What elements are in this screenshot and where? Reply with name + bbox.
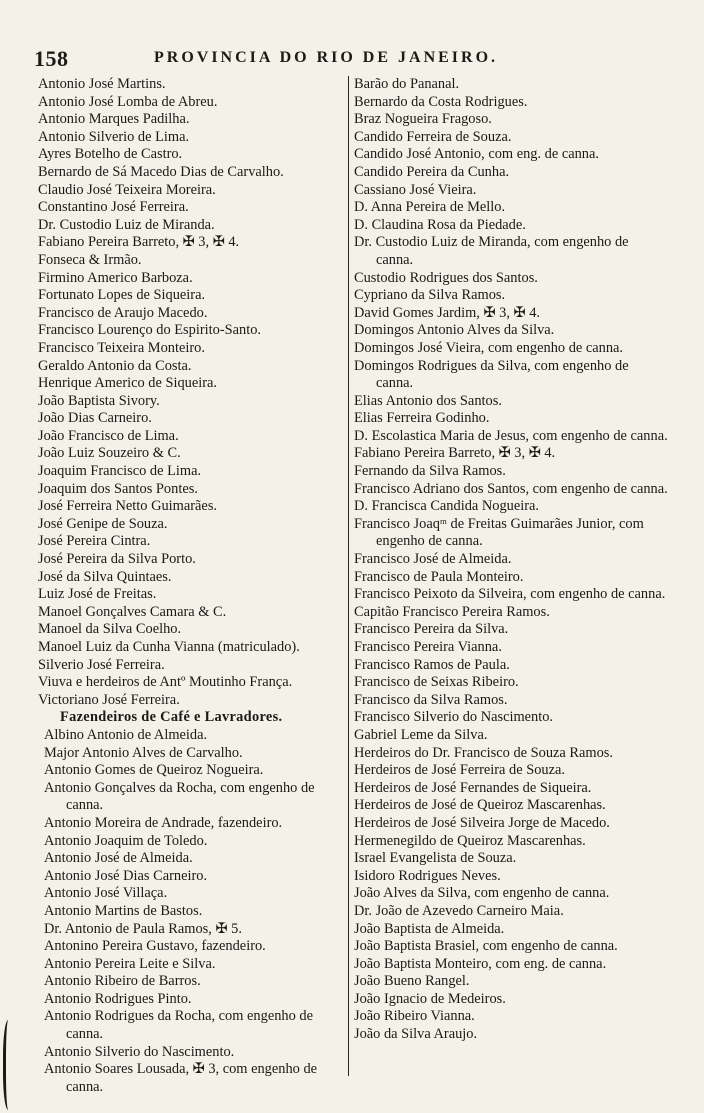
list-item: Francisco de Araujo Macedo.: [38, 304, 208, 321]
list-item: Bernardo de Sá Macedo Dias de Carvalho.: [38, 163, 284, 180]
list-item: Francisco José de Almeida.: [354, 551, 512, 568]
list-item: D. Claudina Rosa da Piedade.: [354, 216, 526, 233]
list-item: Dr. João de Azevedo Carneiro Maia.: [354, 902, 564, 919]
list-item: Francisco Pereira da Silva.: [354, 621, 509, 638]
list-item: Francisco de Seixas Ribeiro.: [354, 674, 519, 691]
list-item: Dr. Antonio de Paula Ramos, ✠ 5.: [44, 920, 242, 937]
list-item: Antonio Joaquim de Toledo.: [44, 832, 208, 849]
list-item: Henrique Americo de Siqueira.: [38, 375, 218, 392]
list-item: Major Antonio Alves de Carvalho.: [44, 744, 243, 761]
list-item: Candido José Antonio, com eng. de canna.: [354, 146, 599, 163]
right-list: [354, 76, 668, 1044]
list-item: Capitão Francisco Pereira Ramos.: [354, 603, 550, 620]
list-item: Francisco Silverio do Nascimento.: [354, 709, 554, 726]
list-item: Herdeiros de José de Queiroz Mascarenhas.: [354, 797, 606, 814]
list-item: Antonio Soares Lousada, ✠ 3, com engenho de canna.: [44, 1061, 318, 1095]
list-item: Silverio José Ferreira.: [38, 656, 165, 673]
list-item: João Baptista Sivory.: [38, 392, 160, 409]
list-item: Antonino Pereira Gustavo, fazendeiro.: [44, 938, 266, 955]
list-item: D. Anna Pereira de Mello.: [354, 199, 506, 216]
list-item: Antonio Gonçalves da Rocha, com engenho de canna.: [44, 779, 315, 814]
list-item: Claudio José Teixeira Moreira.: [38, 181, 216, 198]
list-item: João Ignacio de Medeiros.: [354, 990, 506, 1007]
list-item: Herdeiros de José Silveira Jorge de Macedo.: [354, 814, 610, 831]
list-item: Francisco Ramos de Paula.: [354, 656, 510, 673]
list-item: Francisco Lourenço do Espirito-Santo.: [38, 322, 262, 339]
list-item: José da Silva Quintaes.: [38, 568, 172, 585]
list-item: Antonio Silverio de Lima.: [38, 128, 190, 145]
list-item: Joaquim Francisco de Lima.: [38, 463, 202, 480]
list-item: Antonio Rodrigues Pinto.: [44, 990, 192, 1007]
list-item: Cypriano da Silva Ramos.: [354, 287, 506, 304]
list-item: Firmino Americo Barboza.: [38, 269, 193, 286]
list-item: Antonio Moreira de Andrade, fazendeiro.: [44, 814, 283, 831]
list-item: Antonio Gomes de Queiroz Nogueira.: [44, 762, 264, 779]
list-item: Antonio Silverio do Nascimento.: [44, 1043, 235, 1060]
list-item: Herdeiros de José Ferreira de Souza.: [354, 762, 565, 779]
list-item: Viuva e herdeiros de Antº Moutinho França.: [38, 674, 293, 691]
list-item: João Baptista de Almeida.: [354, 920, 505, 937]
binding-mark: [3, 1020, 16, 1110]
list-item: João Baptista Monteiro, com eng. de canna.: [354, 955, 607, 972]
list-item: Hermenegildo de Queiroz Mascarenhas.: [354, 832, 586, 849]
section-heading: Fazendeiros de Café e Lavradores.: [60, 709, 283, 726]
list-item: D. Escolastica Maria de Jesus, com engenho de canna.: [354, 427, 668, 444]
list-item: Bernardo da Costa Rodrigues.: [354, 93, 528, 110]
list-item: Geraldo Antonio da Costa.: [38, 357, 192, 374]
list-item: Herdeiros de José Fernandes de Siqueira.: [354, 779, 592, 796]
left-column: [38, 76, 350, 1096]
list-item: Isidoro Rodrigues Neves.: [354, 867, 501, 884]
list-item: José Genipe de Souza.: [38, 515, 168, 532]
list-item: Barão do Pananal.: [354, 76, 460, 92]
list-item: Francisco Joaqᵐ de Freitas Guimarães Junior, com engenho de canna.: [354, 515, 644, 550]
list-item: João Luiz Souzeiro & C.: [38, 445, 181, 462]
list-item: João da Silva Araujo.: [354, 1026, 478, 1043]
list-item: Elias Antonio dos Santos.: [354, 392, 502, 409]
list-item: Dr. Custodio Luiz de Miranda, com engenho de canna.: [354, 234, 629, 268]
page-number: 158: [34, 46, 69, 71]
list-item: Domingos Rodrigues da Silva, com engenho de canna.: [354, 357, 629, 392]
list-item: Fortunato Lopes de Siqueira.: [38, 287, 206, 304]
list-item: Antonio José Villaça.: [44, 885, 168, 902]
list-item: Cassiano José Vieira.: [354, 181, 477, 198]
list-item: Ayres Botelho de Castro.: [38, 146, 183, 163]
page-title: PROVINCIA DO RIO DE JANEIRO.: [154, 49, 499, 66]
list-item: Candido Ferreira de Souza.: [354, 128, 512, 145]
list-item: Manoel da Silva Coelho.: [38, 621, 182, 638]
left-top-list: [38, 76, 350, 709]
list-item: João Bueno Rangel.: [354, 973, 470, 990]
list-item: David Gomes Jardim, ✠ 3, ✠ 4.: [354, 304, 540, 321]
list-item: Antonio Martins de Bastos.: [44, 902, 203, 919]
list-item: Israel Evangelista de Souza.: [354, 850, 517, 867]
list-item: Fonseca & Irmão.: [38, 251, 142, 268]
left-bottom-list: [44, 727, 350, 1096]
list-item: Fabiano Pereira Barreto, ✠ 3, ✠ 4.: [38, 234, 240, 251]
list-item: Luiz José de Freitas.: [38, 586, 157, 603]
list-item: Francisco Pereira Vianna.: [354, 639, 502, 655]
list-item: Francisco Adriano dos Santos, com engenho de canna.: [354, 480, 668, 497]
list-item: Antonio Pereira Leite e Silva.: [44, 955, 216, 972]
list-item: Domingos Antonio Alves da Silva.: [354, 322, 555, 339]
right-column: [354, 76, 668, 1044]
list-item: Antonio José Dias Carneiro.: [44, 867, 208, 884]
list-item: Dr. Custodio Luiz de Miranda.: [38, 216, 215, 233]
list-item: Francisco da Silva Ramos.: [354, 691, 508, 708]
list-item: Antonio Marques Padilha.: [38, 111, 190, 128]
list-item: Francisco Peixoto da Silveira, com engenho de canna.: [354, 586, 666, 603]
list-item: Domingos José Vieira, com engenho de canna.: [354, 339, 624, 356]
list-item: João Baptista Brasiel, com engenho de canna.: [354, 938, 618, 955]
list-item: José Pereira da Silva Porto.: [38, 551, 196, 568]
list-item: Joaquim dos Santos Pontes.: [38, 480, 198, 497]
list-item: Gabriel Leme da Silva.: [354, 726, 488, 743]
list-item: Elias Ferreira Godinho.: [354, 410, 490, 427]
list-item: Fabiano Pereira Barreto, ✠ 3, ✠ 4.: [354, 445, 556, 462]
list-item: José Ferreira Netto Guimarães.: [38, 498, 218, 515]
list-item: Antonio Ribeiro de Barros.: [44, 973, 201, 990]
list-item: Antonio José de Almeida.: [44, 850, 193, 867]
list-item: Francisco Teixeira Monteiro.: [38, 339, 205, 356]
list-item: Antonio Rodrigues da Rocha, com engenho de canna.: [44, 1008, 313, 1043]
list-item: Herdeiros do Dr. Francisco de Souza Ramos.: [354, 744, 613, 761]
list-item: Braz Nogueira Fragoso.: [354, 111, 492, 128]
list-item: João Ribeiro Vianna.: [354, 1008, 475, 1025]
list-item: João Dias Carneiro.: [38, 410, 152, 427]
list-item: Fernando da Silva Ramos.: [354, 463, 506, 480]
list-item: Albino Antonio de Almeida.: [44, 726, 208, 743]
list-item: João Alves da Silva, com engenho de canna.: [354, 885, 610, 902]
list-item: Antonio José Martins.: [38, 76, 166, 92]
list-item: Constantino José Ferreira.: [38, 199, 189, 216]
list-item: Manoel Gonçalves Camara & C.: [38, 603, 227, 620]
list-item: João Francisco de Lima.: [38, 427, 179, 444]
list-item: D. Francisca Candida Nogueira.: [354, 498, 540, 515]
list-item: José Pereira Cintra.: [38, 533, 151, 550]
list-item: Candido Pereira da Cunha.: [354, 163, 510, 180]
list-item: Antonio José Lomba de Abreu.: [38, 93, 218, 110]
list-item: Victoriano José Ferreira.: [38, 691, 180, 708]
list-item: Custodio Rodrigues dos Santos.: [354, 269, 538, 286]
list-item: Francisco de Paula Monteiro.: [354, 568, 524, 585]
list-item: Manoel Luiz da Cunha Vianna (matriculado).: [38, 639, 300, 655]
page-header: [34, 46, 674, 72]
